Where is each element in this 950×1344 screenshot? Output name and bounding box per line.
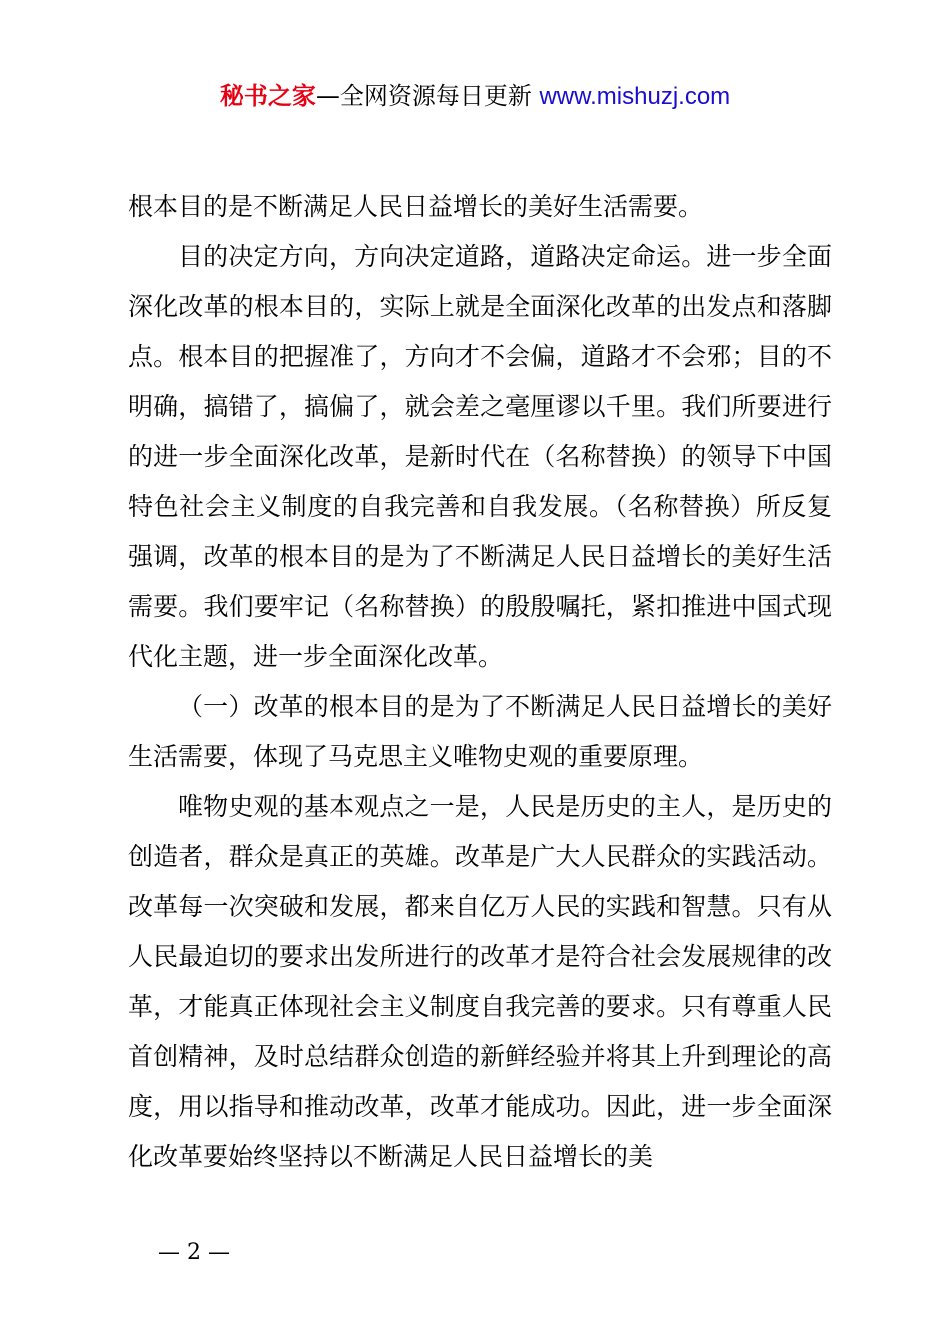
header-slogan: 全网资源每日更新 bbox=[339, 82, 532, 110]
document-body bbox=[128, 182, 832, 1182]
site-url-link[interactable]: www.mishuzj.com bbox=[539, 83, 731, 110]
paragraph-4: 唯物史观的基本观点之一是，人民是历史的主人，是历史的创造者，群众是真正的英雄。改革是广大人民群众的实践活动。改革每一次突破和发展，都来自亿万人民的实践和智慧。只有从人民最迫切的要求出发所进行的改革才是符合社会发展规律的改革，才能真正体现社会主义制度自我完善的要求。只有尊重人民首创精神，及时总结群众创造的新鲜经验并将其上升到理论的高度，用以指导和推动改革，改革才能成功。因此，进一步全面深化改革要始终坚持以不断满足人民日益增长的美 bbox=[128, 792, 832, 1171]
paragraph-1: 根本目的是不断满足人民日益增长的美好生活需要。 bbox=[128, 192, 704, 221]
brand-name: 秘书之家 bbox=[219, 82, 316, 110]
paragraph-2: 目的决定方向，方向决定道路，道路决定命运。进一步全面深化改革的根本目的，实际上就是全面深化改革的出发点和落脚点。根本目的把握准了，方向才不会偏，道路才不会邪；目的不明确，搞错了，搞偏了，就会差之毫厘谬以千里。我们所要进行的进一步全面深化改革，是新时代在（名称替换）的领导下中国特色社会主义制度的自我完善和自我发展。（名称替换）所反复强调，改革的根本目的是为了不断满足人民日益增长的美好生活需要。我们要牢记（名称替换）的殷殷嘱托，紧扣推进中国式现代化主题，进一步全面深化改革。 bbox=[128, 242, 832, 671]
site-header bbox=[0, 78, 950, 115]
page-number: — 2 — bbox=[158, 1240, 230, 1265]
header-dash: — bbox=[315, 82, 340, 110]
paragraph-3-heading: （一）改革的根本目的是为了不断满足人民日益增长的美好生活需要，体现了马克思主义唯物史观的重要原理。 bbox=[128, 692, 832, 771]
